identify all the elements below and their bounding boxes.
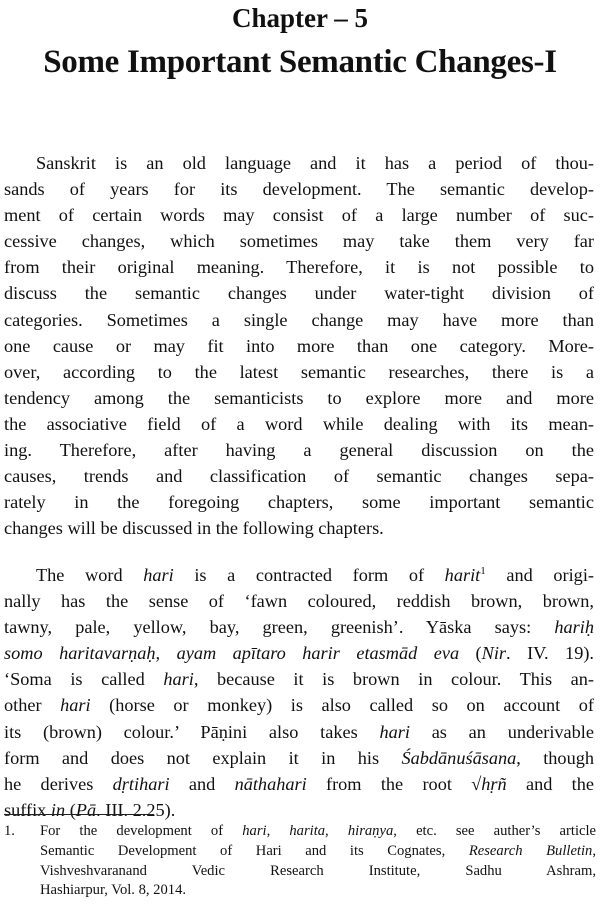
text-line: ment of certain words may consist of a large number of suc- (4, 205, 594, 226)
footnote-line: Semantic Development of Hari and its Cognates, Research Bulletin, (40, 842, 596, 859)
footnote-divider (4, 814, 154, 815)
footnote-number: 1. (4, 823, 15, 839)
text-line: ‘Soma is called hari, because it is brown in colour. This an- (4, 669, 594, 690)
text-line: from their original meaning. Therefore, it is not possible to (4, 257, 594, 278)
text-line: cessive changes, which sometimes may take them very far (4, 231, 594, 252)
text-line: form and does not explain it in his Śabdānuśāsana, though (4, 747, 594, 768)
text-line: discuss the semantic changes under water-tight division of (4, 283, 594, 304)
text-line: over, according to the latest semantic researches, there is a (4, 361, 594, 382)
text-line: he derives dṛtihari and nāthahari from the root √hṛñ and the (4, 773, 595, 794)
footnote-ref: 1 (480, 564, 486, 577)
text-line: its (brown) colour.’ Pāṇini also takes hari as an underivable (4, 721, 594, 742)
text-line: categories. Sometimes a single change may have more than (4, 309, 594, 330)
chapter-label: Chapter – 5 (231, 3, 368, 33)
footnote-line: Vishveshvaranand Vedic Research Institute, Sadhu Ashram, (40, 862, 596, 879)
text-line: rately in the foregoing chapters, some important semantic (4, 492, 594, 513)
text-line: somo haritavarṇaḥ, ayam apītaro harir etasmād eva (Nir. IV. 19). (4, 643, 594, 664)
text-line: tawny, pale, yellow, bay, green, greenish’. Yāska says: hariḥ (4, 617, 594, 638)
text-line: sands of years for its development. The semantic develop- (4, 179, 594, 200)
footnote-line: For the development of hari, harita, hiraṇya, etc. see auther’s article (40, 823, 597, 839)
text-line: suffix in (Pā. III. 2.25). (4, 799, 176, 820)
text-line: changes will be discussed in the following chapters. (4, 518, 384, 539)
footnote-body (40, 822, 596, 901)
text-line: Sanskrit is an old language and it has a period of thou- (36, 153, 594, 173)
text-line: ing. Therefore, after having a general discussion on the (4, 440, 594, 461)
text-line: causes, trends and classification of semantic changes sepa- (4, 466, 594, 487)
paragraph-2 (4, 562, 594, 823)
text-line: The word hari is a contracted form of harit$^1$ and origi- (36, 564, 594, 585)
text-line: nally has the sense of ‘fawn coloured, reddish brown, brown, (4, 591, 594, 612)
text-line: other hari (horse or monkey) is also called so on account of (4, 695, 594, 716)
text-line: one cause or may fit into more than one category. More- (4, 335, 594, 356)
paragraph-1 (4, 150, 594, 541)
text-line: tendency among the semanticists to explore more and more (4, 387, 594, 408)
footnote-line: Hashiarpur, Vol. 8, 2014. (40, 882, 187, 899)
chapter-title: Some Important Semantic Changes-I (43, 44, 557, 80)
text-line: the associative field of a word while dealing with its mean- (4, 413, 594, 434)
